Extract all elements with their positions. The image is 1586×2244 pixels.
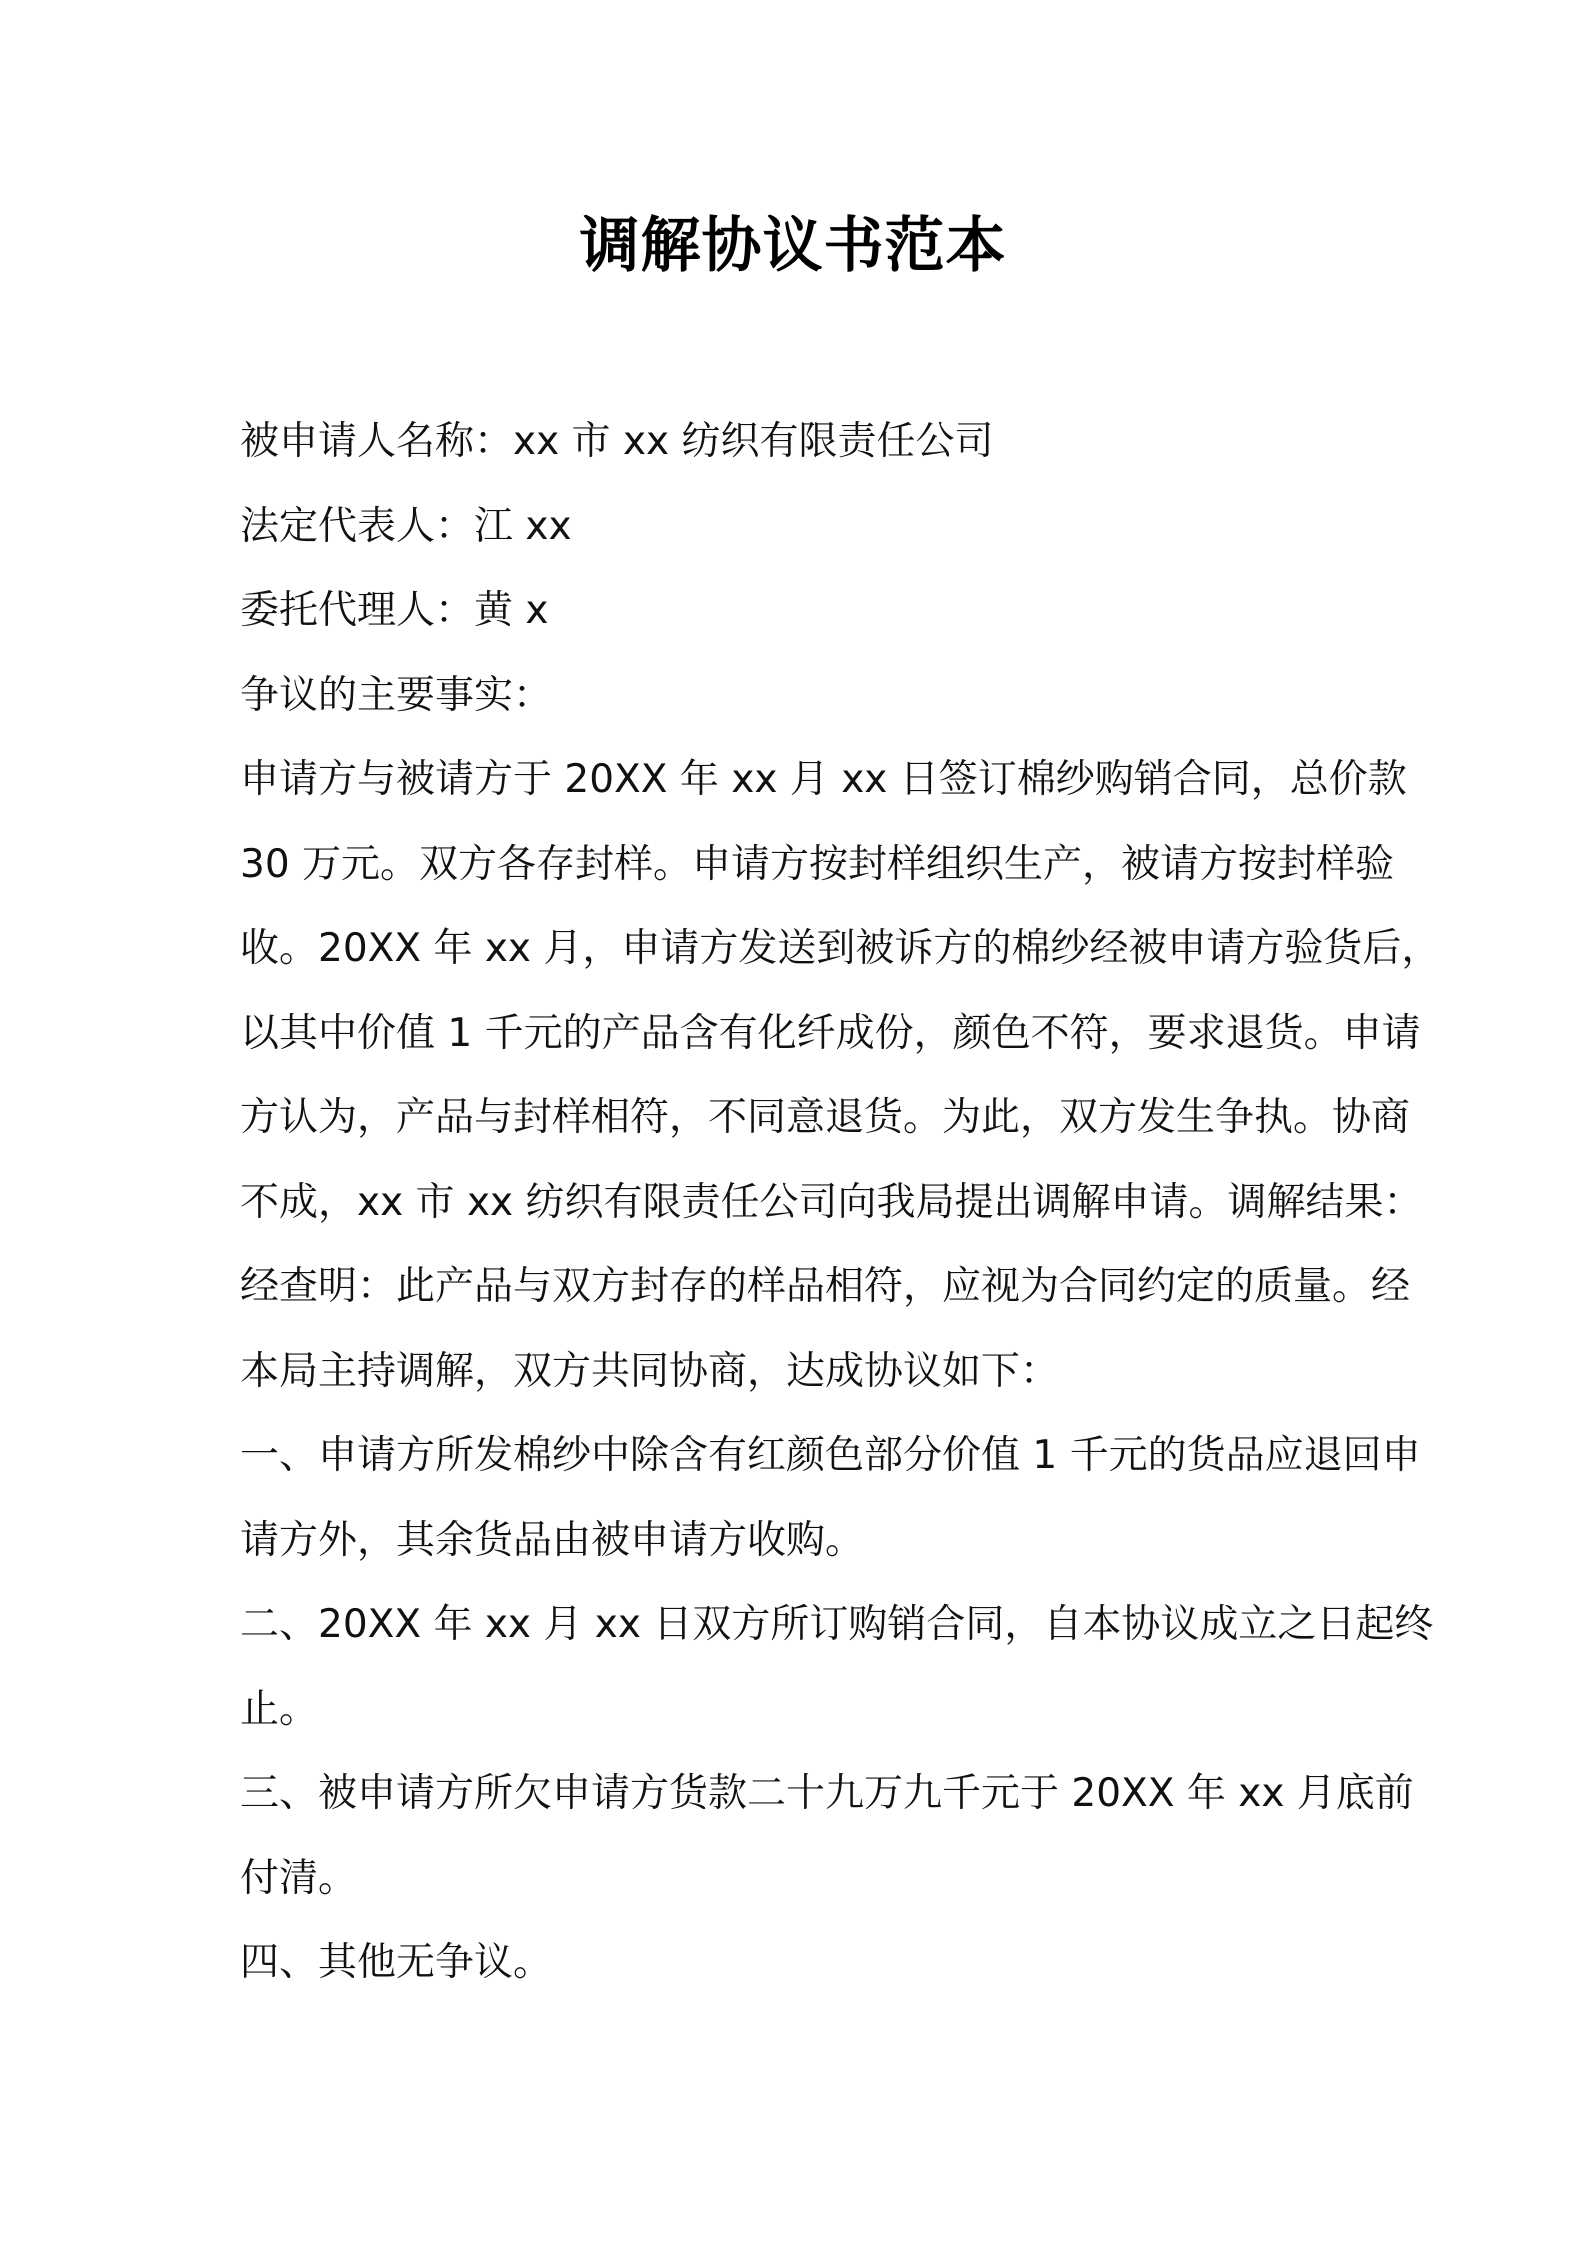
paragraph-line: 方认为，产品与封样相符，不同意退货。为此，双方发生争执。协商 bbox=[240, 1095, 1411, 1140]
paragraph-line: 经查明：此产品与双方封存的样品相符，应视为合同约定的质量。经 bbox=[240, 1264, 1411, 1309]
dispute-facts-heading: 争议的主要事实： bbox=[240, 672, 553, 718]
agreement-item-3: 三、被申请方所欠申请方货款二十九万九千元于 20XX 年 xx 月底前 bbox=[240, 1771, 1414, 1816]
respondent-name-line: 被申请人名称：xx 市 xx 纺织有限责任公司 bbox=[240, 419, 994, 464]
agreement-item-4: 四、其他无争议。 bbox=[240, 1940, 553, 1985]
document-title: 调解协议书范本 bbox=[579, 211, 1007, 281]
legal-representative-line: 法定代表人：江 xx bbox=[240, 503, 572, 549]
agreement-item-3-cont: 付清。 bbox=[240, 1855, 358, 1901]
agreement-item-1-cont: 请方外，其余货品由被申请方收购。 bbox=[240, 1517, 865, 1563]
paragraph-line: 本局主持调解，双方共同协商，达成协议如下： bbox=[240, 1348, 1060, 1394]
agreement-item-1: 一、申请方所发棉纱中除含有红颜色部分价值 1 千元的货品应退回申 bbox=[240, 1433, 1421, 1478]
paragraph-line: 收。20XX 年 xx 月，申请方发送到被诉方的棉纱经被申请方验货后， bbox=[240, 926, 1441, 971]
paragraph-line: 不成，xx 市 xx 纺织有限责任公司向我局提出调解申请。调解结果： bbox=[240, 1179, 1423, 1225]
agreement-item-2-cont: 止。 bbox=[240, 1686, 319, 1732]
paragraph-line: 申请方与被请方于 20XX 年 xx 月 xx 日签订棉纱购销合同，总价款 bbox=[240, 757, 1407, 802]
document-body bbox=[240, 400, 1441, 2006]
paragraph-line: 以其中价值 1 千元的产品含有化纤成份，颜色不符，要求退货。申请 bbox=[240, 1010, 1421, 1056]
authorized-agent-line: 委托代理人：黄 x bbox=[240, 588, 549, 633]
agreement-item-2: 二、20XX 年 xx 月 xx 日双方所订购销合同，自本协议成立之日起终 bbox=[240, 1602, 1434, 1647]
paragraph-line: 30 万元。双方各存封样。申请方按封样组织生产，被请方按封样验 bbox=[240, 841, 1395, 887]
